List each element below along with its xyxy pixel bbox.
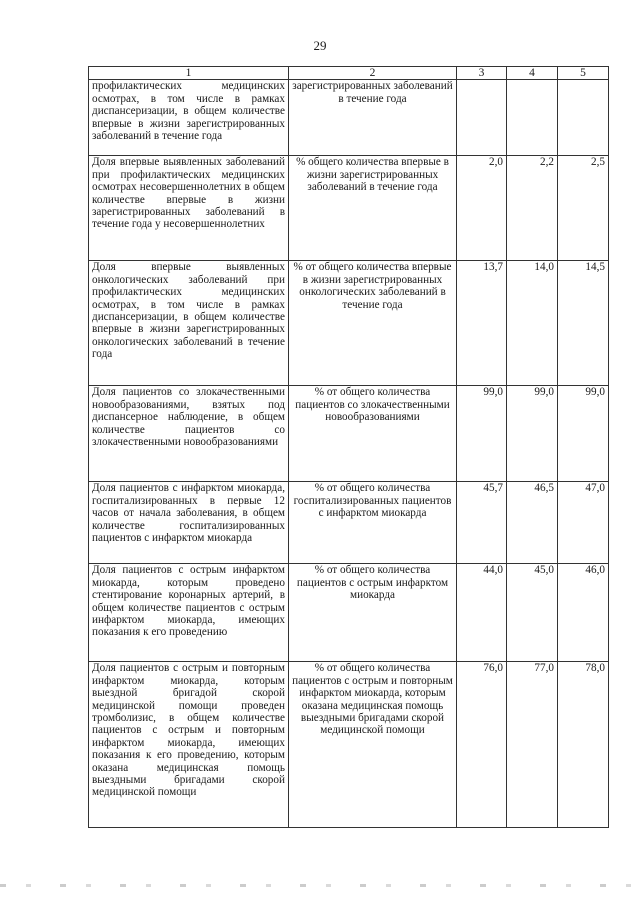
scan-artifact (0, 884, 640, 887)
table-row (89, 662, 609, 828)
unit-cell: % от общего количества пациентов с острым инфарктом миокарда (289, 564, 457, 662)
column-header: 4 (507, 67, 558, 80)
value-cell (558, 80, 609, 156)
value-cell: 99,0 (507, 386, 558, 482)
column-header: 2 (289, 67, 457, 80)
value-cell: 45,0 (507, 564, 558, 662)
value-cell: 99,0 (558, 386, 609, 482)
table-row (89, 482, 609, 564)
value-cell: 77,0 (507, 662, 558, 828)
value-cell: 2,0 (457, 156, 507, 261)
unit-cell: % от общего количества пациентов с острым и повторным инфарктом миокарда, которым оказана медицинская помощь выездными бригадами скорой медицинской помощи (289, 662, 457, 828)
indicators-table (88, 66, 609, 828)
page-number: 29 (313, 38, 327, 53)
table-row (89, 261, 609, 386)
value-cell: 2,2 (507, 156, 558, 261)
indicator-cell: Доля впервые выявленных заболеваний при профилактических медицинских осмотрах несовершеннолетних в общем количестве впервые в жизни зарегистрированных заболеваний в течение года у несовершеннолетних (89, 156, 289, 261)
value-cell: 14,0 (507, 261, 558, 386)
value-cell: 46,5 (507, 482, 558, 564)
column-header: 3 (457, 67, 507, 80)
table-row (89, 386, 609, 482)
value-cell: 44,0 (457, 564, 507, 662)
value-cell: 76,0 (457, 662, 507, 828)
indicator-cell: Доля пациентов с инфарктом миокарда, госпитализированных в первые 12 часов от начала заболевания, в общем количестве госпитализированных пациентов с инфарктом миокарда (89, 482, 289, 564)
value-cell (457, 80, 507, 156)
table-row (89, 156, 609, 261)
value-cell: 14,5 (558, 261, 609, 386)
unit-cell: зарегистрированных заболеваний в течение года (289, 80, 457, 156)
unit-cell: % от общего количества пациентов со злокачественными новообразованиями (289, 386, 457, 482)
value-cell: 47,0 (558, 482, 609, 564)
unit-cell: % от общего количества госпитализированных пациентов с инфарктом миокарда (289, 482, 457, 564)
indicator-cell: Доля впервые выявленных онкологических заболеваний при профилактических медицинских осмотрах, в том числе в рамках диспансеризации, в общем количестве впервые в жизни зарегистрированных онкологических заболеваний в течение года (89, 261, 289, 386)
table-header-row (89, 67, 609, 80)
value-cell: 2,5 (558, 156, 609, 261)
unit-cell: % общего количества впервые в жизни зарегистрированных заболеваний в течение года (289, 156, 457, 261)
value-cell: 99,0 (457, 386, 507, 482)
value-cell: 45,7 (457, 482, 507, 564)
value-cell (507, 80, 558, 156)
value-cell: 78,0 (558, 662, 609, 828)
value-cell: 13,7 (457, 261, 507, 386)
unit-cell: % от общего количества впервые в жизни зарегистрированных онкологических заболеваний в течение года (289, 261, 457, 386)
column-header: 5 (558, 67, 609, 80)
table-row (89, 564, 609, 662)
indicator-cell: Доля пациентов со злокачественными новообразованиями, взятых под диспансерное наблюдение, в общем количестве пациентов со злокачественными новообразованиями (89, 386, 289, 482)
value-cell: 46,0 (558, 564, 609, 662)
table-row (89, 80, 609, 156)
indicator-cell: профилактических медицинских осмотрах, в том числе в рамках диспансеризации, в общем количестве впервые в жизни зарегистрированных заболеваний в течение года (89, 80, 289, 156)
column-header: 1 (89, 67, 289, 80)
indicator-cell: Доля пациентов с острым и повторным инфарктом миокарда, которым выездной бригадой скорой медицинской помощи проведен тромболизис, в общем количестве пациентов с острым и повторным инфарктом миокарда, имеющих показания к его проведению, которым оказана медицинская помощь выездными бригадами скорой медицинской помощи (89, 662, 289, 828)
indicator-cell: Доля пациентов с острым инфарктом миокарда, которым проведено стентирование коронарных артерий, в общем количестве пациентов с острым инфарктом миокарда, имеющих показания к его проведению (89, 564, 289, 662)
